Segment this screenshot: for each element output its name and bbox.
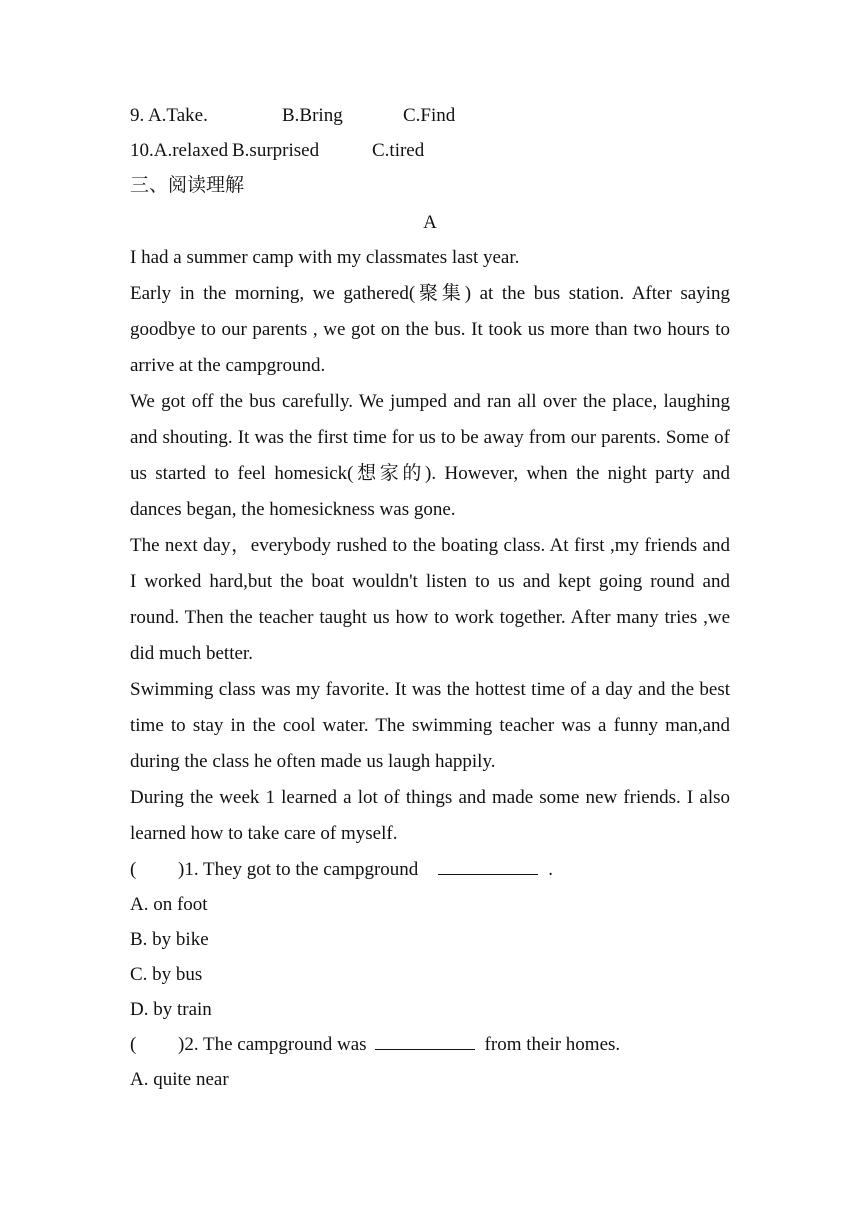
question-1-stem-end: . [548,859,554,880]
paragraph-4: The next day，everybody rushed to the boating class. At first ,my friends and I worked hard,but the boat wouldn't listen to us and kept going round and round. Then the teacher taught us how to work together. After many tries ,we did much better. [130,535,730,664]
answer-paren-open: ( [130,859,137,880]
q1-option-a: A. on foot [130,894,208,915]
question-9-options [130,98,730,133]
question-1-stem: )1. They got to the campground [178,859,419,880]
passage-label: A [423,212,437,233]
q9-option-a: 9. A.Take. [130,105,208,126]
paragraph-5: Swimming class was my favorite. It was the hottest time of a day and the best time to stay in the cool water. The swimming teacher was a funny man,and during the class he often made us laugh happily. [130,679,730,772]
q1-option-c: C. by bus [130,964,203,985]
question-2 [130,1027,730,1062]
q1-option-b: B. by bike [130,929,209,950]
paragraph-3: We got off the bus carefully. We jumped and ran all over the place, laughing and shouting. It was the first time for us to be away from our parents. Some of us started to feel homesick(想家的). However, when the night party and dances began, the homesickness was gone. [130,391,730,520]
q10-option-a: 10.A.relaxed [130,140,229,161]
answer-paren-open: ( [130,1034,137,1055]
document-page [130,98,730,1097]
paragraph-1: I had a summer camp with my classmates last year. [130,247,520,268]
section-title: 三、阅读理解 [130,175,245,196]
answer-blank [375,1031,475,1050]
question-2-stem: )2. The campground was [178,1034,367,1055]
question-2-stem-end: from their homes. [484,1034,621,1055]
question-1 [130,852,730,887]
q10-option-b: B.surprised [232,140,320,161]
paragraph-2: Early in the morning, we gathered(聚集) at the bus station. After saying goodbye to our parents , we got on the bus. It took us more than two hours to arrive at the campground. [130,283,730,376]
paragraph-6: During the week 1 learned a lot of things and made some new friends. I also learned how to take care of myself. [130,787,730,844]
q9-option-b: B.Bring [282,105,343,126]
q2-option-a: A. quite near [130,1069,229,1090]
question-10-options [130,133,730,168]
q10-option-c: C.tired [372,140,425,161]
answer-blank [438,856,538,875]
q1-option-d: D. by train [130,999,212,1020]
q9-option-c: C.Find [403,105,456,126]
